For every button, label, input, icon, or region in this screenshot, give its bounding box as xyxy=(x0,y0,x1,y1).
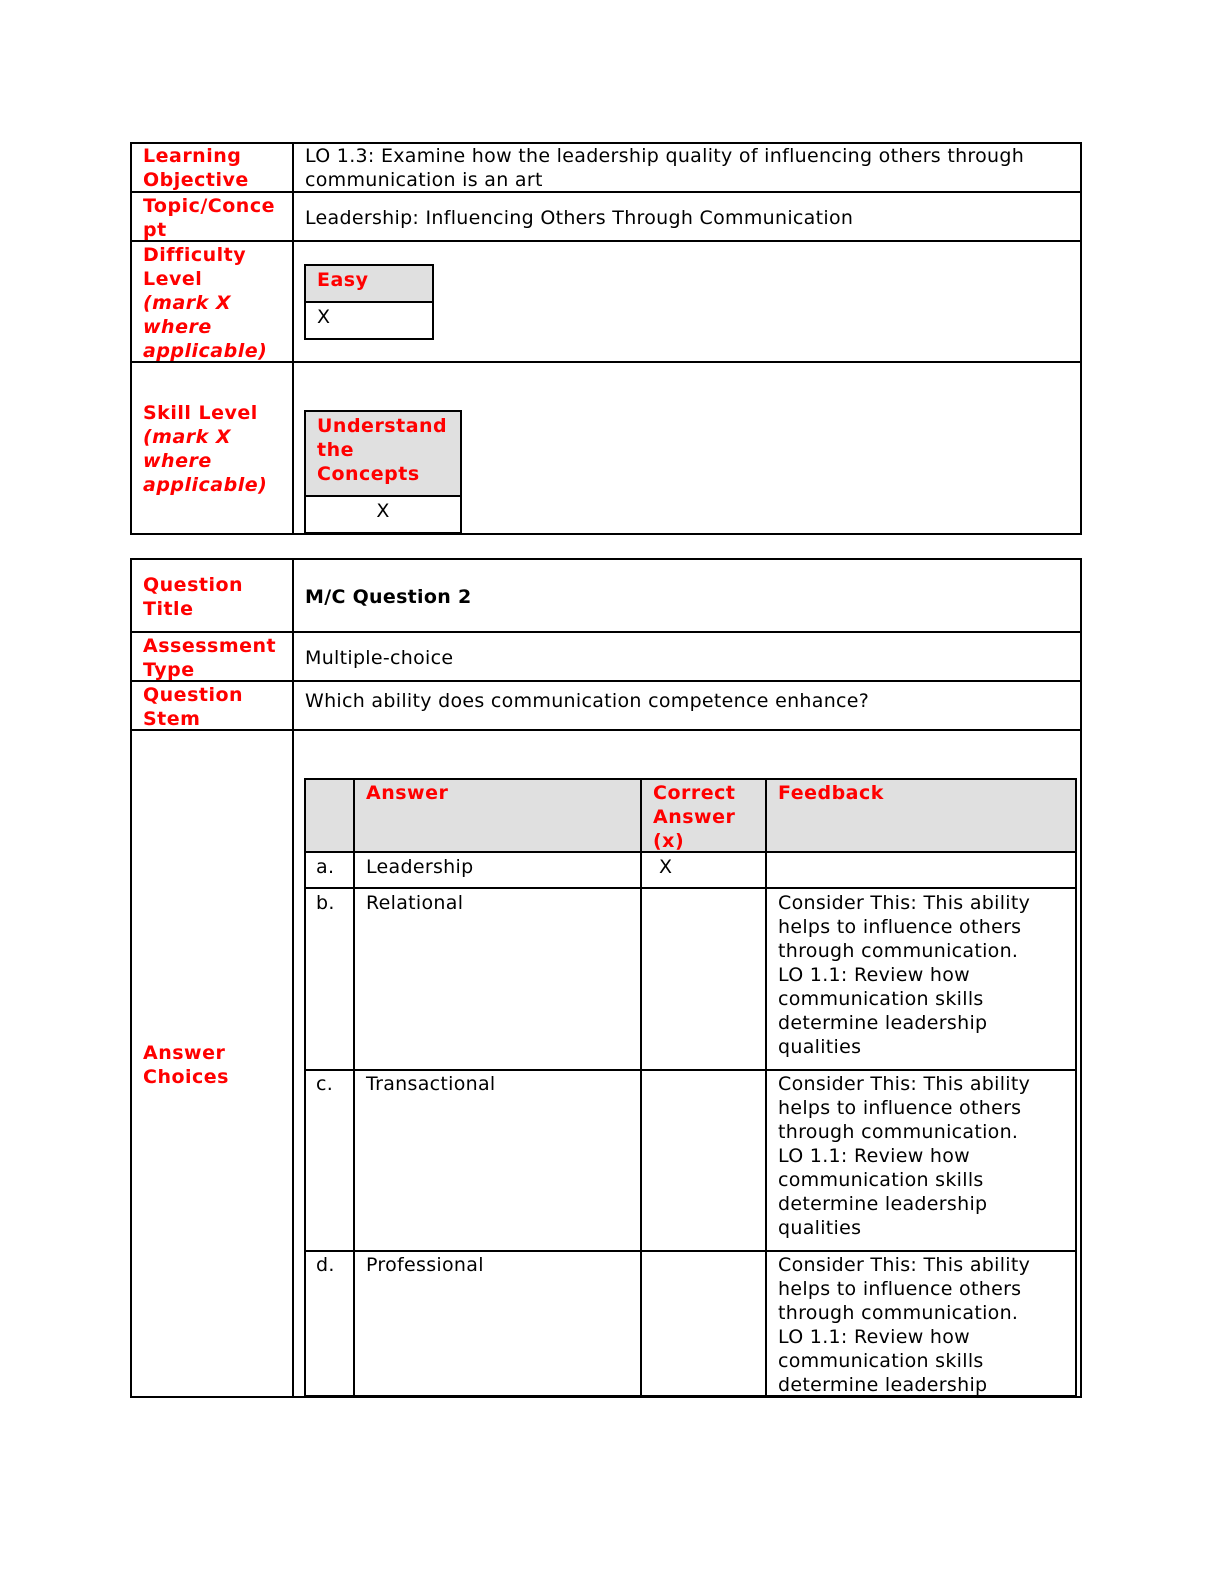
question-title-value: M/C Question 2 xyxy=(305,586,472,608)
assessment-type-value: Multiple-choice xyxy=(305,647,454,669)
choice-letter: d. xyxy=(316,1254,335,1276)
row-divider xyxy=(130,631,1082,633)
choice-answer: Relational xyxy=(366,892,464,914)
difficulty-label: Difficulty Level (mark X where applicable) xyxy=(143,244,268,362)
choice-feedback: Consider This: This ability helps to influence others through communication. LO 1.1: Review how communication skills determine leadership xyxy=(778,1254,1031,1395)
choice-answer: Transactional xyxy=(366,1073,496,1095)
answer-column-header: Answer xyxy=(366,782,449,804)
answer-choices-label: Answer Choices xyxy=(143,1042,229,1088)
skill-understand-header: Understand the Concepts xyxy=(304,410,462,497)
answer-col-divider xyxy=(765,778,767,1397)
question-column-divider xyxy=(292,558,294,1398)
difficulty-easy-header: Easy xyxy=(304,264,434,303)
choice-feedback: Consider This: This ability helps to influence others through communication. LO 1.1: Review how communication skills determine leadership qualities xyxy=(778,892,1031,1058)
assessment-type-label: Assessment Type xyxy=(143,635,277,681)
topic-value: Leadership: Influencing Others Through Communication xyxy=(305,207,854,229)
choice-letter: c. xyxy=(316,1073,334,1095)
choice-correct-mark[interactable]: X xyxy=(659,856,673,878)
question-stem-label: Question Stem xyxy=(143,684,244,730)
answer-row-divider xyxy=(304,1069,1077,1071)
row-divider xyxy=(130,361,1082,363)
answer-row-divider xyxy=(304,1250,1077,1252)
skill-level-label: Skill Level (mark X where applicable) xyxy=(143,402,268,496)
choice-letter: b. xyxy=(316,892,335,914)
question-stem-value: Which ability does communication competence enhance? xyxy=(305,690,870,712)
row-divider xyxy=(130,729,1082,731)
topic-label: Topic/Conce pt xyxy=(143,195,275,241)
question-title-label: Question Title xyxy=(143,574,244,620)
answer-col-divider xyxy=(353,778,355,1397)
answer-row-divider xyxy=(304,887,1077,889)
answer-col-divider xyxy=(640,778,642,1397)
choice-letter: a. xyxy=(316,856,335,878)
correct-answer-column-header: Correct Answer (x) xyxy=(653,782,736,852)
learning-objective-value: LO 1.3: Examine how the leadership quality of influencing others through communication is an art xyxy=(305,145,1025,191)
learning-objective-label: Learning Objective xyxy=(143,145,249,191)
choice-feedback: Consider This: This ability helps to influence others through communication. LO 1.1: Review how communication skills determine leadership qualities xyxy=(778,1073,1031,1239)
difficulty-easy-mark-cell[interactable]: X xyxy=(304,301,434,340)
metadata-column-divider xyxy=(292,142,294,535)
skill-understand-mark-cell[interactable]: X xyxy=(304,495,462,534)
choice-answer: Leadership xyxy=(366,856,474,878)
feedback-column-header: Feedback xyxy=(778,782,884,804)
choice-answer: Professional xyxy=(366,1254,484,1276)
